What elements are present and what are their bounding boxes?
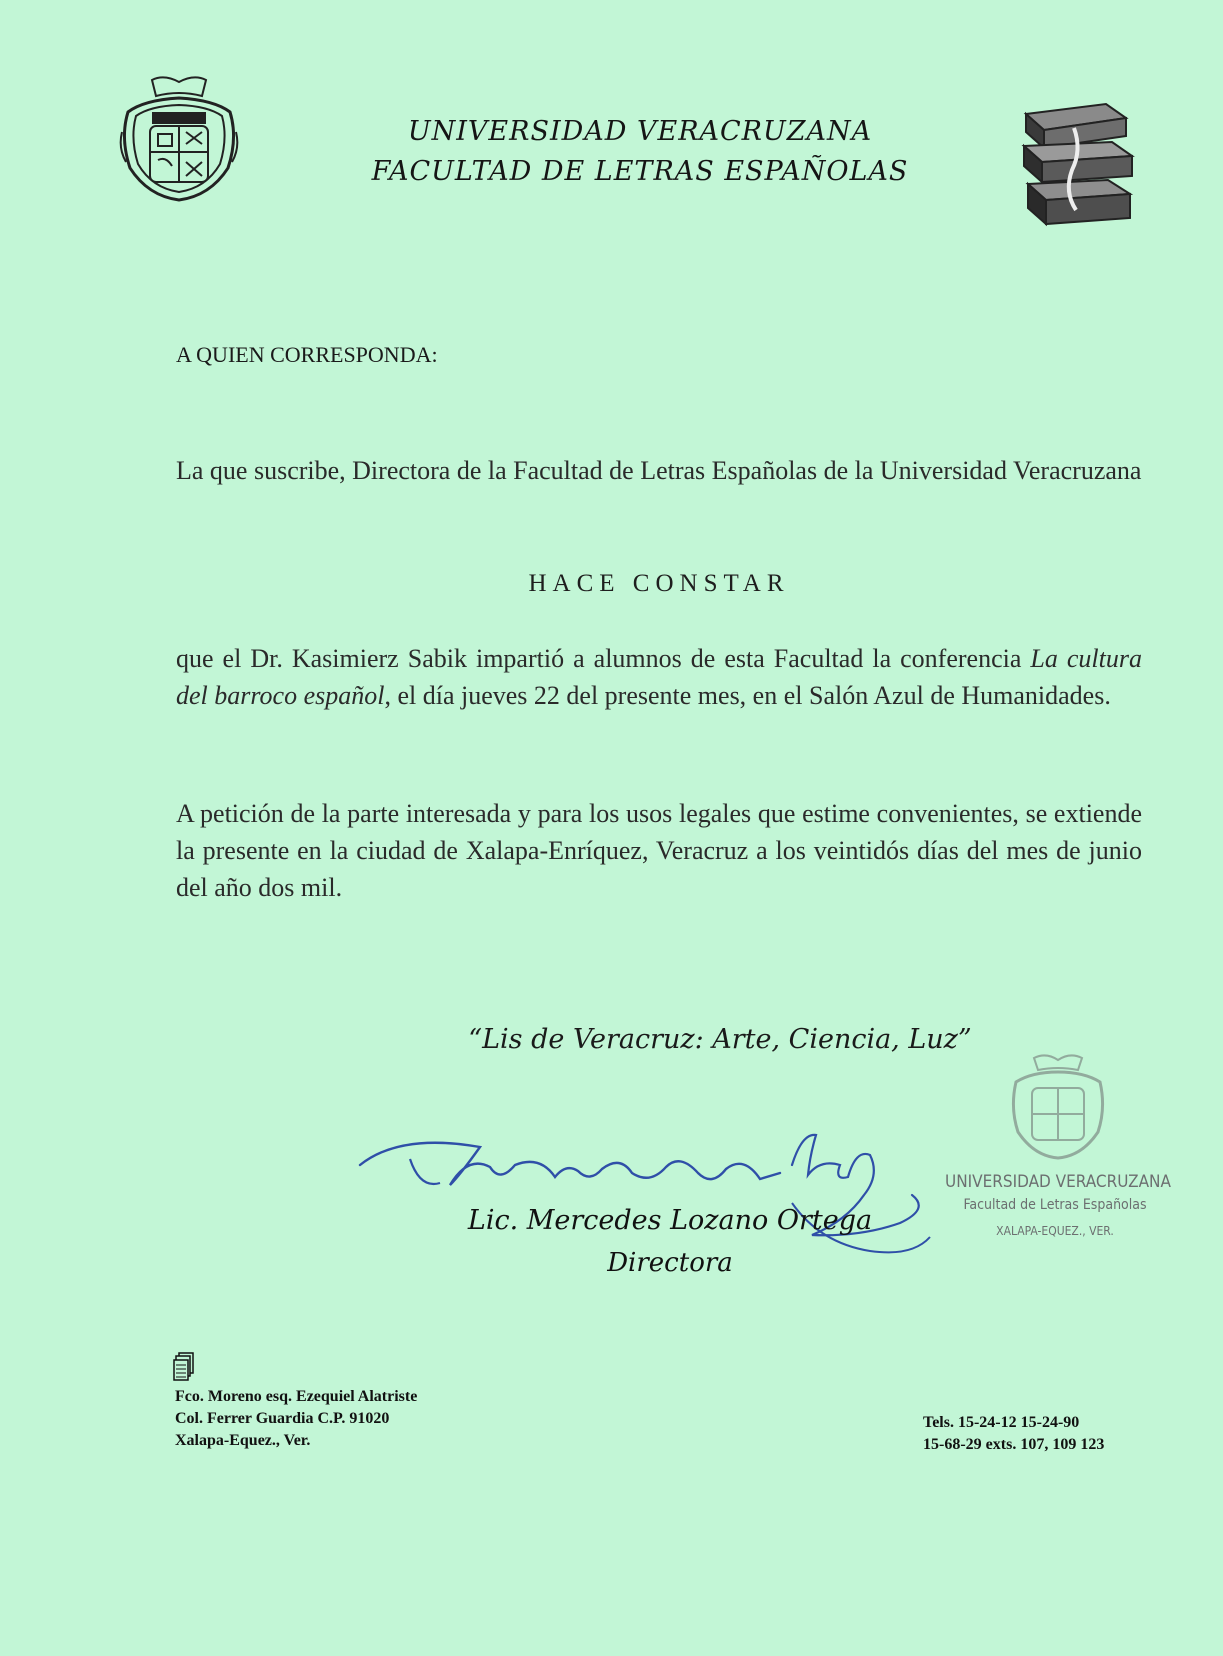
university-motto: “Lis de Veracruz: Arte, Ciencia, Luz”: [468, 1024, 972, 1055]
stamp-faculty: Facultad de Letras Españolas: [963, 1197, 1147, 1213]
certification-paragraph: [176, 640, 1142, 714]
certification-text-end: , el día jueves 22 del presente mes, en el Salón Azul de Humanidades.: [384, 681, 1111, 710]
certificate-heading: HACE CONSTAR: [528, 570, 790, 597]
address-line: Col. Ferrer Guardia C.P. 91020: [175, 1410, 390, 1427]
intro-paragraph: La que suscribe, Directora de la Facultad de Letras Españolas de la Universidad Veracruzana: [176, 456, 1142, 485]
faculty-name: FACULTAD DE LETRAS ESPAÑOLAS: [371, 156, 909, 187]
letterhead-title: [330, 112, 950, 192]
lecture-title: La cultura del barroco español: [176, 644, 1142, 710]
address-line: Fco. Moreno esq. Ezequiel Alatriste: [175, 1388, 418, 1405]
stamp-seal-icon: [1008, 1052, 1108, 1162]
university-name: UNIVERSIDAD VERACRUZANA: [407, 116, 873, 147]
footer-address: [175, 1386, 417, 1452]
signatory-name: Lic. Mercedes Lozano Ortega: [467, 1205, 873, 1236]
stamp-university: UNIVERSIDAD VERACRUZANA: [945, 1172, 1171, 1192]
phone-line: Tels. 15-24-12 15-24-90: [923, 1414, 1080, 1431]
certification-text-start: que el Dr. Kasimierz Sabik impartió a alumnos de esta Facultad la conferencia: [176, 644, 1031, 673]
address-line: Xalapa-Equez., Ver.: [175, 1432, 311, 1449]
salutation: A QUIEN CORRESPONDA:: [176, 342, 438, 367]
university-seal-logo: [118, 72, 240, 204]
document-stack-icon: [173, 1352, 195, 1382]
closing-paragraph: A petición de la parte interesada y para los usos legales que estime convenientes, se extiende la presente en la ciudad de Xalapa-Enríquez, Veracruz a los veintidós días del mes de junio del año dos mil.: [176, 799, 1142, 902]
books-icon: [1016, 100, 1140, 232]
signatory-title: Directora: [607, 1248, 733, 1278]
footer-phones: [923, 1412, 1104, 1456]
phone-line: 15-68-29 exts. 107, 109 123: [923, 1436, 1105, 1453]
stamp-city: XALAPA-EQUEZ., VER.: [996, 1224, 1114, 1238]
